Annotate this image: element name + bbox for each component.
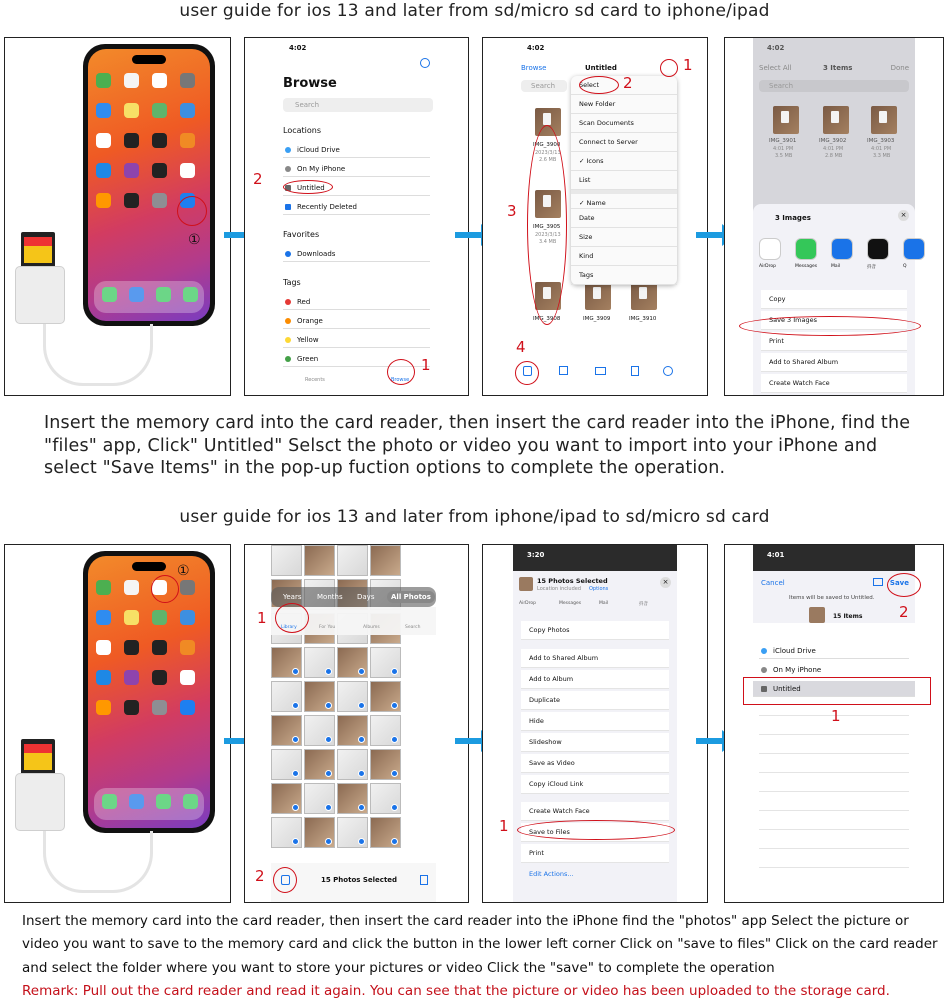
checkmark-icon	[325, 804, 332, 811]
share-action[interactable]: Add to Shared Album	[521, 649, 669, 668]
photo-thumb[interactable]	[370, 647, 401, 678]
photo-thumb[interactable]	[304, 749, 335, 780]
browse-tab-highlight	[387, 359, 415, 385]
app-icon[interactable]	[180, 700, 195, 715]
untitled-highlight	[283, 180, 333, 194]
checkmark-icon	[325, 702, 332, 709]
checkmark-icon	[358, 668, 365, 675]
new-folder-icon[interactable]	[873, 578, 883, 586]
app-icon[interactable]	[124, 103, 139, 118]
photo-thumb[interactable]	[271, 545, 302, 576]
app-icon[interactable]	[180, 580, 195, 595]
share-action[interactable]: Add to Shared Album	[761, 353, 907, 372]
library-highlight	[275, 603, 309, 633]
photo-thumb[interactable]	[271, 749, 302, 780]
share-app-label: 抖音	[867, 265, 876, 270]
menu-item-scan-documents[interactable]: Scan Documents	[571, 114, 677, 133]
bottom-panel-share: 3:20 15 Photos Selected Location included Options × AirDrop Messages Mail 抖音 Copy Photos Add to Shared Album Add to Album Duplicate Hide Slideshow Save as Video Copy iCloud Link Create Watch Face Save to Files Print Edit Actions... 1	[482, 544, 708, 903]
checkmark-icon	[358, 804, 365, 811]
menu-item-tags[interactable]: Tags	[571, 266, 677, 285]
photo-thumb[interactable]	[337, 681, 368, 712]
app-icon[interactable]	[180, 670, 195, 685]
file-time: 4:01 PM	[871, 146, 892, 152]
app-icon[interactable]	[180, 640, 195, 655]
app-icon[interactable]	[152, 103, 167, 118]
app-icon[interactable]	[124, 580, 139, 595]
app-icon[interactable]	[152, 610, 167, 625]
checkmark-icon	[292, 702, 299, 709]
share-action[interactable]: Duplicate	[521, 691, 669, 710]
search-input[interactable]: Search	[521, 80, 567, 92]
app-icon[interactable]	[180, 163, 195, 178]
photo-thumb[interactable]	[271, 715, 302, 746]
tag-green[interactable]: Green	[283, 351, 430, 367]
share-app-icon[interactable]	[795, 238, 817, 260]
photo-thumb[interactable]	[337, 647, 368, 678]
icloud-row[interactable]: iCloud Drive	[759, 643, 909, 659]
share-action[interactable]: Hide	[521, 712, 669, 731]
share-app-icon[interactable]	[903, 238, 925, 260]
on-my-iphone-row[interactable]: On My iPhone	[759, 662, 909, 678]
app-icon[interactable]	[124, 640, 139, 655]
trash-icon[interactable]	[631, 366, 639, 376]
app-icon[interactable]	[96, 193, 111, 208]
app-icon[interactable]	[152, 193, 167, 208]
menu-item-new-folder[interactable]: New Folder	[571, 95, 677, 114]
photo-thumb[interactable]	[304, 783, 335, 814]
app-icon[interactable]	[96, 700, 111, 715]
photo-thumb[interactable]	[370, 817, 401, 848]
app-icon[interactable]	[180, 103, 195, 118]
card-reader-image	[15, 266, 65, 324]
app-icon[interactable]	[96, 580, 111, 595]
share-action[interactable]: Slideshow	[521, 733, 669, 752]
browse-tab[interactable]: Browse	[391, 377, 410, 383]
share-highlight	[515, 361, 539, 385]
photo-thumb[interactable]	[337, 749, 368, 780]
photo-thumb[interactable]	[370, 749, 401, 780]
checkmark-icon	[292, 804, 299, 811]
photos-app-highlight	[151, 575, 179, 603]
save-highlight	[887, 573, 921, 597]
file-name: IMG_3901	[769, 138, 797, 144]
done-button[interactable]: Done	[890, 64, 909, 72]
file-size: 3.3 MB	[873, 153, 891, 159]
checkmark-icon	[391, 838, 398, 845]
app-icon[interactable]	[124, 193, 139, 208]
trash-icon[interactable]	[420, 875, 428, 885]
untitled-row[interactable]: Untitled	[283, 180, 430, 196]
share-action[interactable]: Save as Video	[521, 754, 669, 773]
menu-item-icons[interactable]: ✓ Icons	[571, 152, 677, 171]
share-action[interactable]: Print	[761, 332, 907, 351]
list-divider	[759, 848, 909, 849]
checkmark-icon	[358, 736, 365, 743]
photo-thumb[interactable]	[337, 545, 368, 576]
recently-deleted-row[interactable]: Recently Deleted	[283, 199, 430, 215]
checkmark-icon	[391, 668, 398, 675]
app-icon[interactable]	[152, 700, 167, 715]
share-app-label: AirDrop	[519, 601, 537, 606]
icloud-row[interactable]: iCloud Drive	[283, 142, 430, 158]
menu-item-size[interactable]: Size	[571, 228, 677, 247]
photo-thumb[interactable]	[271, 783, 302, 814]
search-input[interactable]: Search	[759, 80, 909, 92]
bottom-description	[22, 910, 942, 1000]
photo-thumb[interactable]	[370, 715, 401, 746]
top-description: Insert the memory card into the card reader, then insert the card reader into the iPhone, find the "files" app, Click" Untitled" Selsct the photo or video you want to import into your iPhone and select "Save Items" in the pop-up fuction options to complete the operation.	[44, 413, 911, 478]
app-icon[interactable]	[152, 640, 167, 655]
more-icon[interactable]	[663, 366, 673, 376]
cancel-button[interactable]: Cancel	[761, 579, 785, 587]
checkmark-icon	[358, 838, 365, 845]
share-action[interactable]: Edit Actions...	[529, 870, 574, 878]
untitled-row[interactable]: Untitled	[753, 681, 915, 697]
close-icon[interactable]: ×	[898, 210, 909, 221]
files-app-highlight	[177, 196, 207, 226]
checkmark-icon	[358, 702, 365, 709]
app-icon[interactable]	[96, 640, 111, 655]
more-button-highlight	[660, 59, 678, 77]
top-heading: user guide for ios 13 and later from sd/micro sd card to iphone/ipad	[179, 1, 770, 21]
tag-red[interactable]: Red	[283, 294, 430, 310]
photo-thumb[interactable]	[337, 783, 368, 814]
photo-thumb[interactable]	[271, 817, 302, 848]
save-images-highlight	[739, 316, 921, 336]
more-icon[interactable]	[420, 58, 430, 68]
checkmark-icon	[292, 770, 299, 777]
share-action[interactable]: Save 3 Images	[761, 311, 907, 330]
top-panel-browse: 4:02 Browse Search Locations iCloud Drive On My iPhone Untitled Recently Deleted Favorites Downloads Tags Red Orange Yellow Green Recents Browse 2 1	[244, 37, 469, 396]
photo-thumb[interactable]	[370, 681, 401, 712]
app-icon[interactable]	[124, 133, 139, 148]
app-icon[interactable]	[180, 73, 195, 88]
share-action[interactable]: Copy	[761, 290, 907, 309]
checkmark-icon	[391, 770, 398, 777]
bottom-description-text: Insert the memory card into the card reader, then insert the card reader into the iPhone find the "photos" app Select the picture or video you want to save to the memory card and click the button in the lower left corner Click on "save to files" Click on the card reader and select the folder where you want to store your pictures or video Click the "save" to complete the operation	[22, 913, 938, 976]
share-app-label: Q	[903, 264, 907, 269]
back-button[interactable]: Browse	[521, 64, 547, 72]
photo-thumb[interactable]	[271, 681, 302, 712]
share-action[interactable]: Copy Photos	[521, 621, 669, 640]
photo-thumb[interactable]	[370, 783, 401, 814]
photo-thumb[interactable]	[304, 545, 335, 576]
tag-orange[interactable]: Orange	[283, 313, 430, 329]
library-tab[interactable]: Library	[281, 625, 297, 630]
app-icon[interactable]	[96, 103, 111, 118]
checkmark-icon	[358, 770, 365, 777]
photo-thumb[interactable]	[304, 647, 335, 678]
browse-title: Browse	[283, 76, 337, 91]
menu-item-name[interactable]: ✓ Name	[571, 190, 677, 209]
checkmark-icon	[391, 702, 398, 709]
untitled-highlight	[743, 677, 931, 705]
downloads-row[interactable]: Downloads	[283, 246, 430, 262]
select-highlight	[579, 76, 619, 94]
share-app-label: Mail	[831, 264, 841, 269]
duplicate-icon[interactable]	[559, 366, 568, 375]
save-to-files-highlight	[517, 820, 675, 840]
file-name: IMG_3902	[819, 138, 847, 144]
share-action[interactable]: Create Watch Face	[761, 374, 907, 393]
app-icon[interactable]	[180, 133, 195, 148]
share-action[interactable]: Copy iCloud Link	[521, 775, 669, 794]
list-divider	[759, 753, 909, 754]
menu-item-list[interactable]: List	[571, 171, 677, 190]
file-size: 3.5 MB	[775, 153, 793, 159]
app-icon[interactable]	[124, 700, 139, 715]
close-icon[interactable]: ×	[660, 577, 671, 588]
share-app-icon[interactable]	[759, 238, 781, 260]
save-button[interactable]: Save	[889, 579, 909, 587]
search-input[interactable]: Search	[283, 98, 433, 112]
checkmark-icon	[292, 838, 299, 845]
share-action[interactable]: Save to Files	[521, 823, 669, 842]
app-icon[interactable]	[96, 133, 111, 148]
top-panel-phone	[4, 37, 231, 396]
app-icon[interactable]	[96, 610, 111, 625]
albums-tab[interactable]: Albums	[363, 625, 380, 630]
photo-thumb[interactable]	[337, 715, 368, 746]
step-circled-1: ①	[188, 232, 201, 248]
checkmark-icon	[391, 804, 398, 811]
iphone-image	[83, 551, 215, 833]
photo-thumb[interactable]	[304, 715, 335, 746]
share-app-label: Messages	[795, 264, 818, 269]
folder-icon[interactable]	[595, 367, 606, 375]
app-icon[interactable]	[152, 73, 167, 88]
list-divider	[759, 867, 909, 868]
share-highlight	[273, 867, 297, 893]
select-all-button[interactable]: Select All	[759, 64, 792, 72]
bottom-panel-photos: Years Months Days All Photos Library For You Albums Search 15 Photos Selected 1 2	[244, 544, 469, 903]
top-panel-untitled: 4:02 Browse Untitled Search IMG_3900 2023/3/13 2.6 MB IMG_3905 2023/3/13 3.4 MB IMG_3908 IMG_3909 IMG_3910 Select New Folder Scan Documents Connect to Server ✓ Icons List ✓ Name Date Size Kind Tags 1 2 3 4	[482, 37, 708, 396]
options-link[interactable]: Options	[589, 586, 609, 592]
list-divider	[759, 829, 909, 830]
share-app-label: Mail	[599, 601, 609, 606]
app-icon[interactable]	[124, 670, 139, 685]
app-icon[interactable]	[96, 670, 111, 685]
checkmark-icon	[325, 838, 332, 845]
checkmark-icon	[325, 668, 332, 675]
on-my-iphone-row[interactable]: On My iPhone	[283, 161, 430, 177]
photo-thumb[interactable]	[370, 545, 401, 576]
app-icon[interactable]	[96, 73, 111, 88]
cable-image	[43, 324, 153, 386]
cable-image	[43, 831, 153, 893]
checkmark-icon	[325, 736, 332, 743]
share-action[interactable]: Print	[521, 844, 669, 863]
tag-yellow[interactable]: Yellow	[283, 332, 430, 348]
app-icon[interactable]	[180, 610, 195, 625]
menu-item-select[interactable]: Select	[571, 76, 677, 95]
options-menu	[571, 76, 677, 285]
files-highlight	[527, 125, 567, 325]
app-icon[interactable]	[124, 73, 139, 88]
app-icon[interactable]	[152, 133, 167, 148]
top-panel-share: 4:02 Select All 3 Items Done Search IMG_3901 4:01 PM 3.5 MB IMG_3902 4:01 PM 2.8 MB IMG_3903 4:01 PM 3.3 MB 3 Images × AirDrop Messages Mail 抖音 Q Copy Save 3 Images Print Add to Shared Album Create Watch Face	[724, 37, 944, 396]
bottom-panel-phone: ①	[4, 544, 231, 903]
checkmark-icon	[292, 668, 299, 675]
checkmark-icon	[391, 736, 398, 743]
file-name: IMG_3903	[867, 138, 895, 144]
list-divider	[759, 791, 909, 792]
app-icon[interactable]	[124, 163, 139, 178]
search-tab[interactable]: Search	[405, 625, 421, 630]
share-app-label: Messages	[559, 601, 582, 606]
file-time: 4:01 PM	[823, 146, 844, 152]
photo-thumb[interactable]	[304, 681, 335, 712]
menu-item-connect-to-server[interactable]: Connect to Server	[571, 133, 677, 152]
photo-thumb[interactable]	[271, 647, 302, 678]
app-icon[interactable]	[152, 670, 167, 685]
list-divider	[759, 772, 909, 773]
share-app-label: AirDrop	[759, 264, 777, 269]
checkmark-icon	[292, 736, 299, 743]
app-icon[interactable]	[152, 163, 167, 178]
remark-text: Remark: Pull out the card reader and read it again. You can see that the picture or video has been uploaded to the storage card.	[22, 983, 890, 1000]
share-app-icon[interactable]	[831, 238, 853, 260]
bottom-panel-save: 4:01 Cancel Save Items will be saved to Untitled. 15 Items iCloud Drive On My iPhone Untitled 2 1	[724, 544, 944, 903]
bottom-heading: user guide for ios 13 and later from iphone/ipad to sd/micro sd card	[179, 507, 770, 527]
checkmark-icon	[325, 770, 332, 777]
app-icon[interactable]	[96, 163, 111, 178]
app-icon[interactable]	[124, 610, 139, 625]
list-divider	[759, 810, 909, 811]
file-time: 4:01 PM	[773, 146, 794, 152]
photo-thumb[interactable]	[337, 817, 368, 848]
menu-item-date[interactable]: Date	[571, 209, 677, 228]
menu-item-kind[interactable]: Kind	[571, 247, 677, 266]
photo-thumb[interactable]	[304, 817, 335, 848]
share-action[interactable]: Create Watch Face	[521, 802, 669, 821]
share-app-icon[interactable]	[867, 238, 889, 260]
for-you-tab[interactable]: For You	[319, 625, 336, 630]
list-divider	[759, 734, 909, 735]
share-app-label: 抖音	[639, 602, 648, 607]
card-reader-image	[15, 773, 65, 831]
iphone-image	[83, 44, 215, 326]
file-size: 2.8 MB	[825, 153, 843, 159]
recents-tab[interactable]: Recents	[305, 377, 325, 383]
share-action[interactable]: Add to Album	[521, 670, 669, 689]
